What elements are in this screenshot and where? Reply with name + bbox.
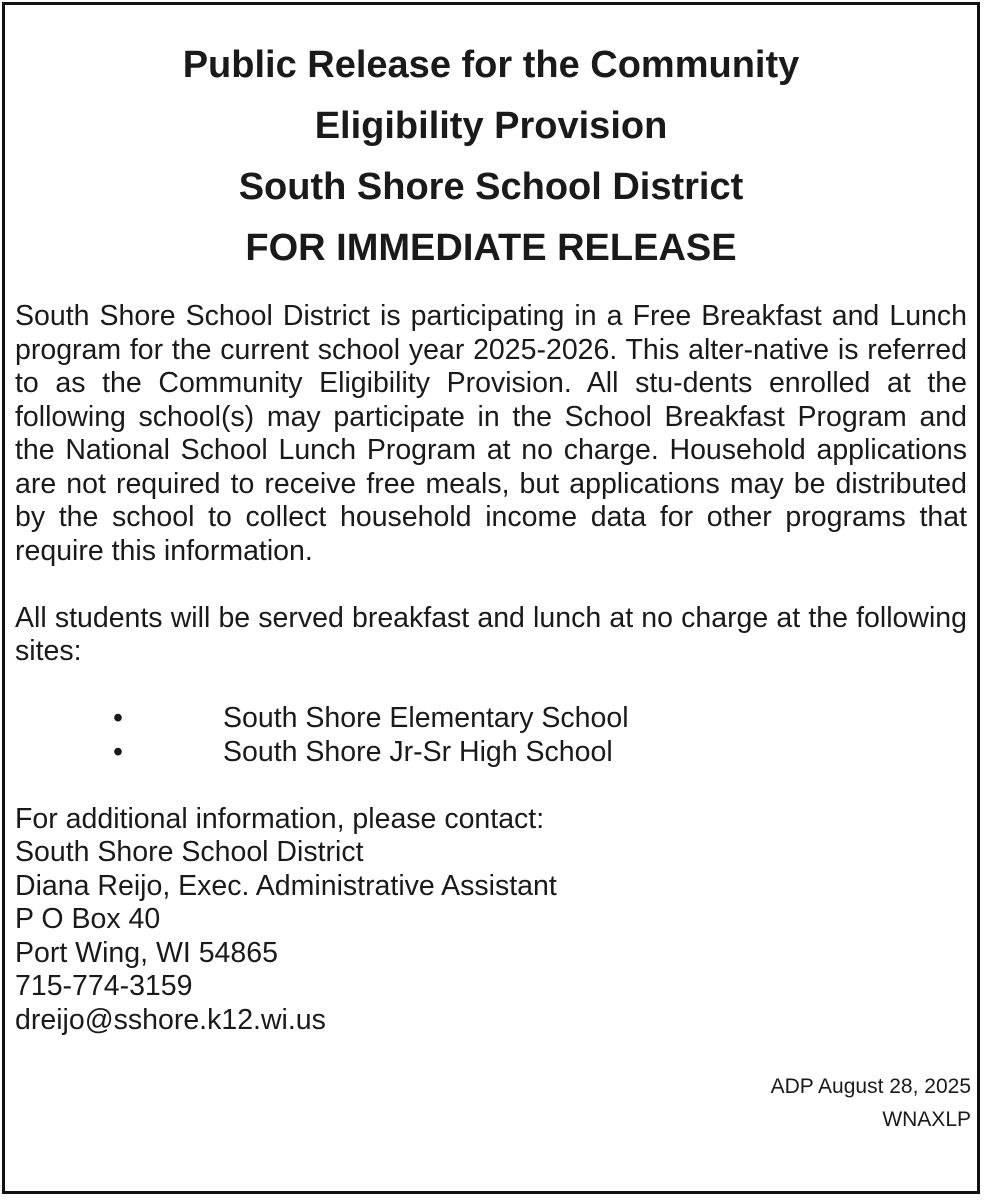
notice-footer bbox=[771, 1070, 971, 1136]
contact-phone: 715-774-3159 bbox=[15, 970, 193, 1002]
list-item bbox=[15, 736, 967, 770]
contact-po-box: P O Box 40 bbox=[15, 903, 161, 935]
public-notice bbox=[2, 2, 980, 1194]
sites-list bbox=[15, 702, 967, 769]
site-name: South Shore Jr-Sr High School bbox=[223, 735, 613, 768]
contact-email: dreijo@sshore.k12.wi.us bbox=[15, 1003, 326, 1036]
list-item bbox=[15, 702, 967, 736]
bullet-icon: • bbox=[113, 702, 123, 734]
contact-person: Diana Reijo, Exec. Administrative Assistant bbox=[15, 869, 557, 902]
contact-city: Port Wing, WI 54865 bbox=[15, 936, 278, 969]
contact-block bbox=[15, 803, 967, 1038]
bullet-icon: • bbox=[113, 735, 123, 768]
heading-line-4: FOR IMMEDIATE RELEASE bbox=[245, 227, 737, 269]
spacer bbox=[15, 669, 967, 703]
heading-line-3: South Shore School District bbox=[238, 166, 744, 208]
contact-organization: South Shore School District bbox=[15, 836, 364, 868]
spacer bbox=[15, 769, 967, 803]
notice-heading bbox=[5, 35, 977, 279]
heading-line-1: Public Release for the Community bbox=[182, 44, 800, 86]
publication-code: WNAXLP bbox=[882, 1108, 971, 1131]
publication-date: ADP August 28, 2025 bbox=[770, 1075, 971, 1098]
program-paragraph: South Shore School District is participating in a Free Breakfast and Lunch program for the current school year 2025-2026. This alter-native is referred to as the Community Eligibility Provision. All stu-dents enrolled at the following school(s) may participate in the School Breakfast Program and the National School Lunch Program at no charge. Household applications are not required to receive free meals, but applications may be distributed by the school to collect household income data for other programs that require this information. bbox=[15, 300, 967, 567]
sites-intro-paragraph: All students will be served breakfast and lunch at no charge at the following sites: bbox=[15, 601, 967, 667]
contact-intro: For additional information, please contact: bbox=[15, 802, 545, 835]
spacer bbox=[15, 568, 967, 602]
site-name: South Shore Elementary School bbox=[223, 702, 629, 734]
heading-line-2: Eligibility Provision bbox=[314, 105, 668, 147]
notice-body bbox=[15, 300, 967, 1037]
